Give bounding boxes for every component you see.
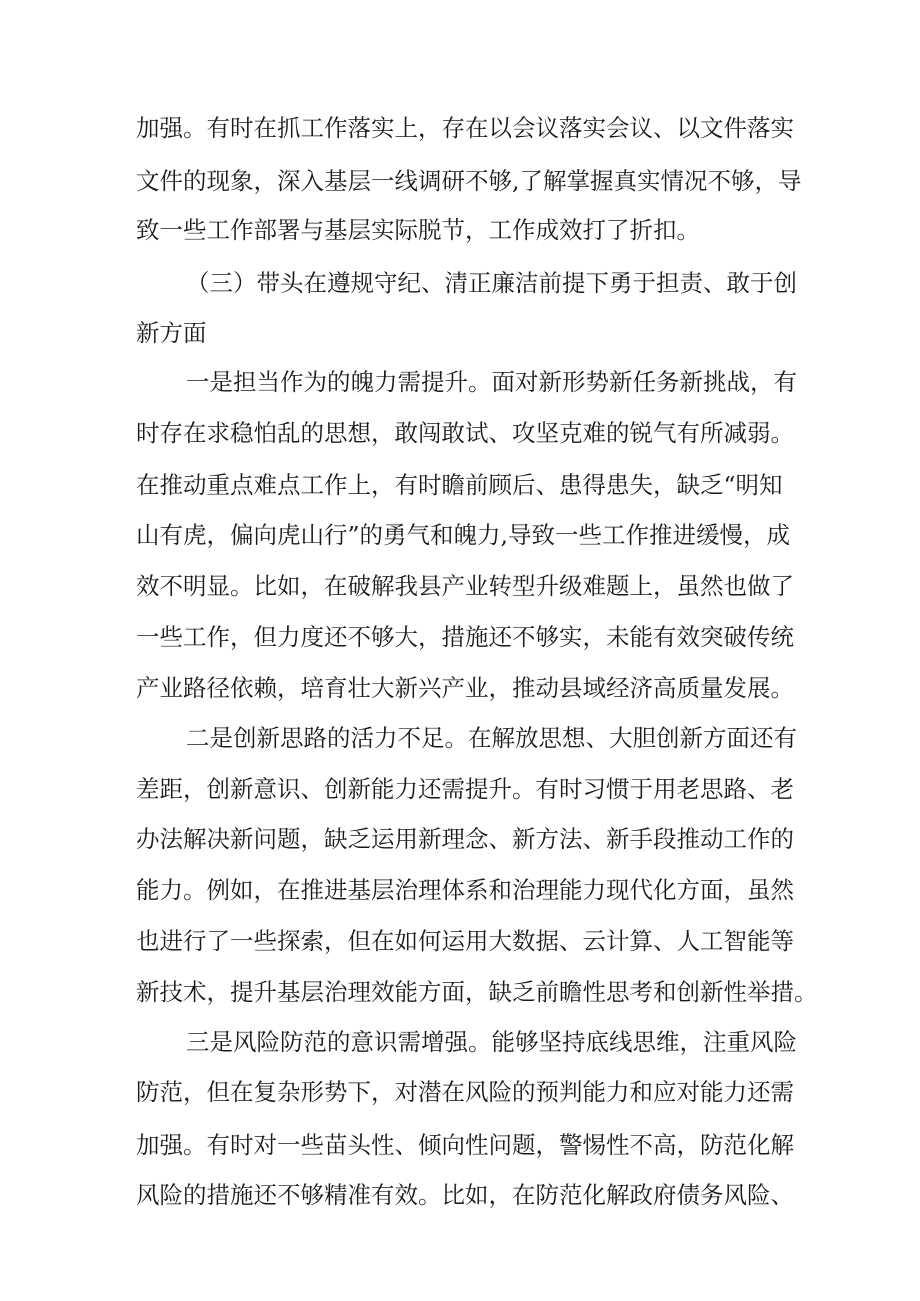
paragraph-first-line: 三是风险防范的意识需增强。能够坚持底线思维，注重风险 bbox=[186, 1028, 797, 1056]
text-line: 新技术，提升基层治理效能方面，缺乏前瞻性思考和创新性举措。 bbox=[136, 978, 818, 1006]
paragraph-first-line: 二是创新思路的活力不足。在解放思想、大胆创新方面还有 bbox=[186, 724, 797, 752]
text-line: 能力。例如，在推进基层治理体系和治理能力现代化方面，虽然 bbox=[136, 876, 794, 904]
paragraph-first-line: 一是担当作为的魄力需提升。面对新形势新任务新挑战，有 bbox=[186, 368, 797, 396]
text-line: 山有虎，偏向虎山行”的勇气和魄力,导致一些工作推进缓慢，成 bbox=[136, 521, 790, 549]
text-line: 办法解决新问题，缺乏运用新理念、新方法、新手段推动工作的 bbox=[136, 825, 794, 853]
text-line: 差距，创新意识、创新能力还需提升。有时习惯于用老思路、老 bbox=[136, 775, 794, 803]
text-line: 防范，但在复杂形势下，对潜在风险的预判能力和应对能力还需 bbox=[136, 1078, 794, 1106]
section-heading-line: （三）带头在遵规守纪、清正廉洁前提下勇于担责、敢于创 bbox=[186, 269, 797, 297]
section-heading-line: 新方面 bbox=[136, 319, 207, 347]
text-line: 时存在求稳怕乱的思想，敢闯敢试、攻坚克难的锐气有所减弱。 bbox=[136, 419, 794, 447]
text-line: 效不明显。比如，在破解我县产业转型升级难题上，虽然也做了 bbox=[136, 572, 794, 600]
text-line: 一些工作，但力度还不够大，措施还不够实，未能有效突破传统 bbox=[136, 623, 794, 651]
text-line: 文件的现象，深入基层一线调研不够,了解掌握真实情况不够，导 bbox=[136, 167, 802, 195]
text-line: 加强。有时对一些苗头性、倾向性问题，警惕性不高，防范化解 bbox=[136, 1131, 794, 1159]
text-line: 产业路径依赖，培育壮大新兴产业，推动县域经济高质量发展。 bbox=[136, 674, 794, 702]
text-line: 加强。有时在抓工作落实上，存在以会议落实会议、以文件落实 bbox=[136, 114, 794, 142]
text-line: 风险的措施还不够精准有效。比如，在防范化解政府债务风险、 bbox=[136, 1181, 794, 1209]
text-line: 致一些工作部署与基层实际脱节，工作成效打了折扣。 bbox=[136, 216, 700, 244]
text-line: 也进行了一些探索，但在如何运用大数据、云计算、人工智能等 bbox=[136, 927, 794, 955]
text-line: 在推动重点难点工作上，有时瞻前顾后、患得患失，缺乏“明知 bbox=[136, 471, 783, 499]
